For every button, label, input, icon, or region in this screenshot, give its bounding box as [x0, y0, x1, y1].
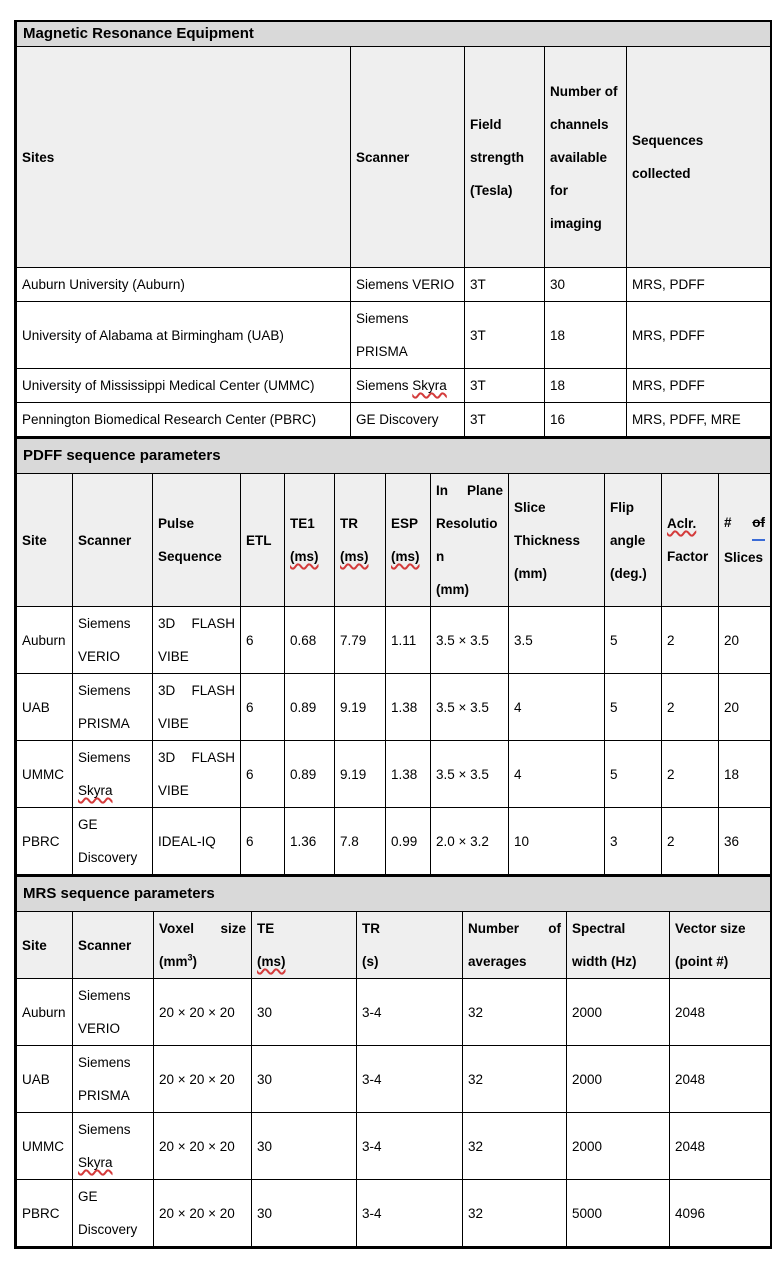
section-title-row [17, 876, 771, 912]
table-cell: 30 [252, 1046, 357, 1113]
header-text: (point #) [675, 954, 729, 969]
header-text: ESP [391, 516, 419, 531]
header-line [724, 506, 765, 541]
table-row [17, 268, 771, 302]
table-cell: 30 [545, 268, 627, 302]
header-line [572, 912, 664, 945]
table-cell: 1.38 [386, 741, 431, 808]
table-cell: 7.8 [335, 808, 386, 875]
mrs-body [17, 979, 771, 1247]
table-cell: GE Discovery [351, 403, 465, 437]
table-cell: 0.68 [285, 607, 335, 674]
header-text: Slice [514, 499, 546, 515]
table-cell: 32 [463, 979, 567, 1046]
table-cell: Siemens PRISMA [73, 674, 153, 741]
table-cell: 30 [252, 979, 357, 1046]
spellcheck-marked-text: Skyra [78, 1155, 113, 1170]
header-text: Sequence [158, 549, 222, 564]
column-header [154, 912, 252, 979]
header-line [78, 929, 148, 962]
pdff-header-row [17, 474, 771, 607]
header-text: of [548, 921, 561, 936]
header-text: ) [192, 954, 198, 969]
header-text: Flip [610, 499, 634, 515]
header-text: Thickness [514, 532, 581, 548]
table-cell: 3.5 × 3.5 [431, 674, 509, 741]
table-cell: 3T [465, 403, 545, 437]
header-line [468, 912, 561, 945]
header-line [667, 507, 713, 540]
section-title: PDFF sequence parameters [17, 438, 771, 474]
grammar-marked-text: of [752, 506, 765, 541]
header-text: Number of channels available for imaging [550, 83, 618, 231]
header-text: TE [257, 921, 275, 936]
table-row [17, 808, 771, 875]
header-text: averages [468, 954, 527, 969]
spellcheck-marked-text: (ms) [391, 549, 420, 564]
column-header [17, 912, 73, 979]
table-cell: Siemens PRISMA [73, 1046, 154, 1113]
table-cell: University of Mississippi Medical Center (UMMC) [17, 369, 351, 403]
table-cell: 5 [605, 741, 662, 808]
table-cell: 3T [465, 268, 545, 302]
table-cell: 3.5 × 3.5 [431, 607, 509, 674]
header-text: Field strength (Tesla) [470, 116, 524, 198]
header-line [22, 141, 345, 174]
spellcheck-marked-text: (ms) [290, 549, 319, 564]
section-title-row [17, 438, 771, 474]
mrs-table [16, 875, 771, 1247]
header-line [78, 524, 147, 557]
table-row [17, 1046, 771, 1113]
column-header [509, 474, 605, 607]
table-row [17, 369, 771, 403]
table-cell: University of Alabama at Birmingham (UAB) [17, 302, 351, 369]
table-cell: 16 [545, 403, 627, 437]
header-line [22, 524, 67, 557]
table-cell: Siemens VERIO [73, 979, 154, 1046]
table-cell: 20 × 20 × 20 [154, 1180, 252, 1247]
header-text: (deg.) [610, 565, 647, 581]
column-header [73, 474, 153, 607]
spellcheck-marked-text: Skyra [412, 378, 447, 393]
table-row [17, 979, 771, 1046]
table-cell: MRS, PDFF [627, 268, 771, 302]
table-cell: 1.36 [285, 808, 335, 875]
table-cell: 5 [605, 607, 662, 674]
table-row [17, 674, 771, 741]
table-cell: 2000 [567, 1046, 670, 1113]
header-text: width (Hz) [572, 954, 637, 969]
header-text: Voxel [159, 921, 195, 936]
header-text: Site [22, 532, 47, 548]
header-line [158, 507, 235, 540]
table-cell: Siemens VERIO [351, 268, 465, 302]
table-cell: 1.38 [386, 674, 431, 741]
header-text: Sites [22, 149, 55, 165]
column-header [670, 912, 771, 979]
table-cell: 2000 [567, 1113, 670, 1180]
column-header [335, 474, 386, 607]
header-line [610, 524, 656, 557]
header-line [675, 945, 765, 978]
table-cell: 3D FLASH VIBE [153, 741, 241, 808]
table-cell: GE Discovery [73, 808, 153, 875]
header-line [356, 141, 459, 174]
column-header [252, 912, 357, 979]
header-text: Plane [466, 483, 503, 498]
table-cell: Siemens PRISMA [351, 302, 465, 369]
table-cell: 32 [463, 1180, 567, 1247]
table-cell: 3-4 [357, 1046, 463, 1113]
header-line [391, 540, 425, 573]
table-cell: 2 [662, 674, 719, 741]
table-cell: 3.5 × 3.5 [431, 741, 509, 808]
column-header [662, 474, 719, 607]
table-cell: 20 × 20 × 20 [154, 979, 252, 1046]
column-header [465, 47, 545, 268]
header-line [550, 75, 621, 240]
table-cell: 30 [252, 1180, 357, 1247]
table-cell: 3D FLASH VIBE [153, 674, 241, 741]
header-text: Scanner [356, 149, 410, 165]
column-header [463, 912, 567, 979]
header-text: (mm) [436, 582, 469, 597]
column-header [73, 912, 154, 979]
table-cell: 3D FLASH VIBE [153, 607, 241, 674]
table-cell: 6 [241, 808, 285, 875]
header-text: 3 [187, 952, 193, 963]
spellcheck-marked-text: (ms) [257, 954, 286, 969]
header-text: Resolution [436, 516, 498, 564]
header-text: (mm) [514, 565, 547, 581]
table-cell: 5 [605, 674, 662, 741]
table-cell: Pennington Biomedical Research Center (PBRC) [17, 403, 351, 437]
table-cell: 3T [465, 369, 545, 403]
header-text: In [436, 483, 448, 498]
header-line [468, 945, 561, 978]
table-cell: 6 [241, 674, 285, 741]
section-title: Magnetic Resonance Equipment [17, 22, 771, 47]
table-cell: 1.11 [386, 607, 431, 674]
table-cell: 4096 [670, 1180, 771, 1247]
table-cell: MRS, PDFF, MRE [627, 403, 771, 437]
header-text: (s) [362, 954, 379, 969]
table-cell: UMMC [17, 741, 73, 808]
table-cell: 3-4 [357, 1113, 463, 1180]
table-cell: 0.99 [386, 808, 431, 875]
column-header [153, 474, 241, 607]
table-cell: 2.0 × 3.2 [431, 808, 509, 875]
table-cell: 3-4 [357, 979, 463, 1046]
header-text: Slices [724, 550, 764, 565]
header-line [290, 507, 329, 540]
table-row [17, 403, 771, 437]
table-cell: 6 [241, 607, 285, 674]
table-cell: UMMC [17, 1113, 73, 1180]
table-cell: 10 [509, 808, 605, 875]
spellcheck-marked-text: (ms) [340, 549, 369, 564]
header-line [514, 491, 599, 524]
table-cell: 36 [719, 808, 771, 875]
table-cell: 0.89 [285, 741, 335, 808]
header-text: Site [22, 937, 47, 953]
header-text: TR [340, 516, 358, 531]
table-cell: 9.19 [335, 741, 386, 808]
table-row [17, 607, 771, 674]
header-line [257, 912, 351, 945]
table-cell: 5000 [567, 1180, 670, 1247]
table-cell: 7.79 [335, 607, 386, 674]
equipment-table [16, 22, 771, 437]
table-cell: 32 [463, 1046, 567, 1113]
header-line [257, 945, 351, 978]
header-text: Sequences collected [632, 133, 704, 181]
table-cell: MRS, PDFF [627, 302, 771, 369]
column-header [17, 474, 73, 607]
header-line [436, 474, 503, 507]
table-cell: Siemens Skyra [73, 1113, 154, 1180]
header-line [514, 524, 599, 557]
column-header [627, 47, 771, 268]
table-cell: MRS, PDFF [627, 369, 771, 403]
table-cell: 2 [662, 808, 719, 875]
table-cell: 18 [545, 302, 627, 369]
table-cell: 2048 [670, 979, 771, 1046]
table-cell: 6 [241, 741, 285, 808]
header-text: size [220, 921, 246, 936]
table-cell: 20 × 20 × 20 [154, 1113, 252, 1180]
table-row [17, 741, 771, 808]
column-header [386, 474, 431, 607]
table-cell: 2048 [670, 1113, 771, 1180]
header-line [362, 945, 457, 978]
header-line [675, 912, 765, 945]
equipment-header-row [17, 47, 771, 268]
header-text: (mm [159, 954, 188, 969]
table-cell: Siemens VERIO [73, 607, 153, 674]
header-line [290, 540, 329, 573]
header-line [610, 491, 656, 524]
table-cell: PBRC [17, 1180, 73, 1247]
header-line [436, 573, 503, 606]
header-text: Scanner [78, 937, 132, 953]
table-cell: 2 [662, 741, 719, 808]
header-line [159, 945, 246, 978]
table-cell: 2000 [567, 979, 670, 1046]
table-cell: 20 [719, 607, 771, 674]
header-line [514, 557, 599, 590]
table-cell: 2 [662, 607, 719, 674]
column-header [719, 474, 771, 607]
table-row [17, 302, 771, 369]
column-header [17, 47, 351, 268]
column-header [545, 47, 627, 268]
table-cell: Auburn [17, 607, 73, 674]
table-cell: GE Discovery [73, 1180, 154, 1247]
table-cell: UAB [17, 674, 73, 741]
column-header [351, 47, 465, 268]
table-cell: PBRC [17, 808, 73, 875]
table-cell: Siemens Skyra [73, 741, 153, 808]
header-text: Spectral [572, 921, 626, 936]
table-cell: UAB [17, 1046, 73, 1113]
column-header [431, 474, 509, 607]
column-header [567, 912, 670, 979]
header-text: Factor [667, 549, 709, 564]
table-row [17, 1180, 771, 1247]
section-title-row [17, 22, 771, 47]
header-line [436, 507, 503, 573]
header-line [572, 945, 664, 978]
header-line [470, 108, 539, 207]
table-cell: IDEAL-IQ [153, 808, 241, 875]
spellcheck-marked-text: Aclr. [667, 516, 697, 531]
mrs-header-row [17, 912, 771, 979]
header-line [159, 912, 246, 945]
header-line [340, 507, 380, 540]
table-cell: Auburn [17, 979, 73, 1046]
header-line [362, 912, 457, 945]
column-header [241, 474, 285, 607]
column-header [605, 474, 662, 607]
header-text: Pulse [158, 516, 195, 531]
table-cell: 4 [509, 674, 605, 741]
header-text: Vector size [675, 921, 746, 936]
table-cell: 3T [465, 302, 545, 369]
header-text: angle [610, 532, 646, 548]
table-cell: 32 [463, 1113, 567, 1180]
header-line [724, 541, 765, 574]
table-cell: 18 [545, 369, 627, 403]
table-cell: 3 [605, 808, 662, 875]
table-cell: 2048 [670, 1046, 771, 1113]
header-line [340, 540, 380, 573]
header-text: ETL [246, 532, 272, 548]
table-cell: 3.5 [509, 607, 605, 674]
table-cell: 18 [719, 741, 771, 808]
section-title: MRS sequence parameters [17, 876, 771, 912]
header-text: TE1 [290, 516, 315, 531]
pdff-body [17, 607, 771, 875]
header-text: TR [362, 921, 380, 936]
header-text: # [724, 515, 732, 530]
pdff-table [16, 437, 771, 875]
header-line [610, 557, 656, 590]
table-cell: 4 [509, 741, 605, 808]
header-line [246, 524, 279, 557]
table-cell: 30 [252, 1113, 357, 1180]
equipment-body [17, 268, 771, 437]
header-line [667, 540, 713, 573]
header-line [632, 124, 765, 190]
header-text: Number [468, 921, 520, 936]
table-cell: Auburn University (Auburn) [17, 268, 351, 302]
column-header [285, 474, 335, 607]
table-cell: 0.89 [285, 674, 335, 741]
spellcheck-marked-text: Skyra [78, 783, 113, 798]
header-line [391, 507, 425, 540]
table-cell: Siemens Skyra [351, 369, 465, 403]
table-cell: 9.19 [335, 674, 386, 741]
column-header [357, 912, 463, 979]
header-text: Scanner [78, 532, 132, 548]
document-page [14, 20, 772, 1249]
header-line [158, 540, 235, 573]
table-cell: 20 [719, 674, 771, 741]
table-cell: 3-4 [357, 1180, 463, 1247]
table-cell: 20 × 20 × 20 [154, 1046, 252, 1113]
table-row [17, 1113, 771, 1180]
header-line [22, 929, 67, 962]
